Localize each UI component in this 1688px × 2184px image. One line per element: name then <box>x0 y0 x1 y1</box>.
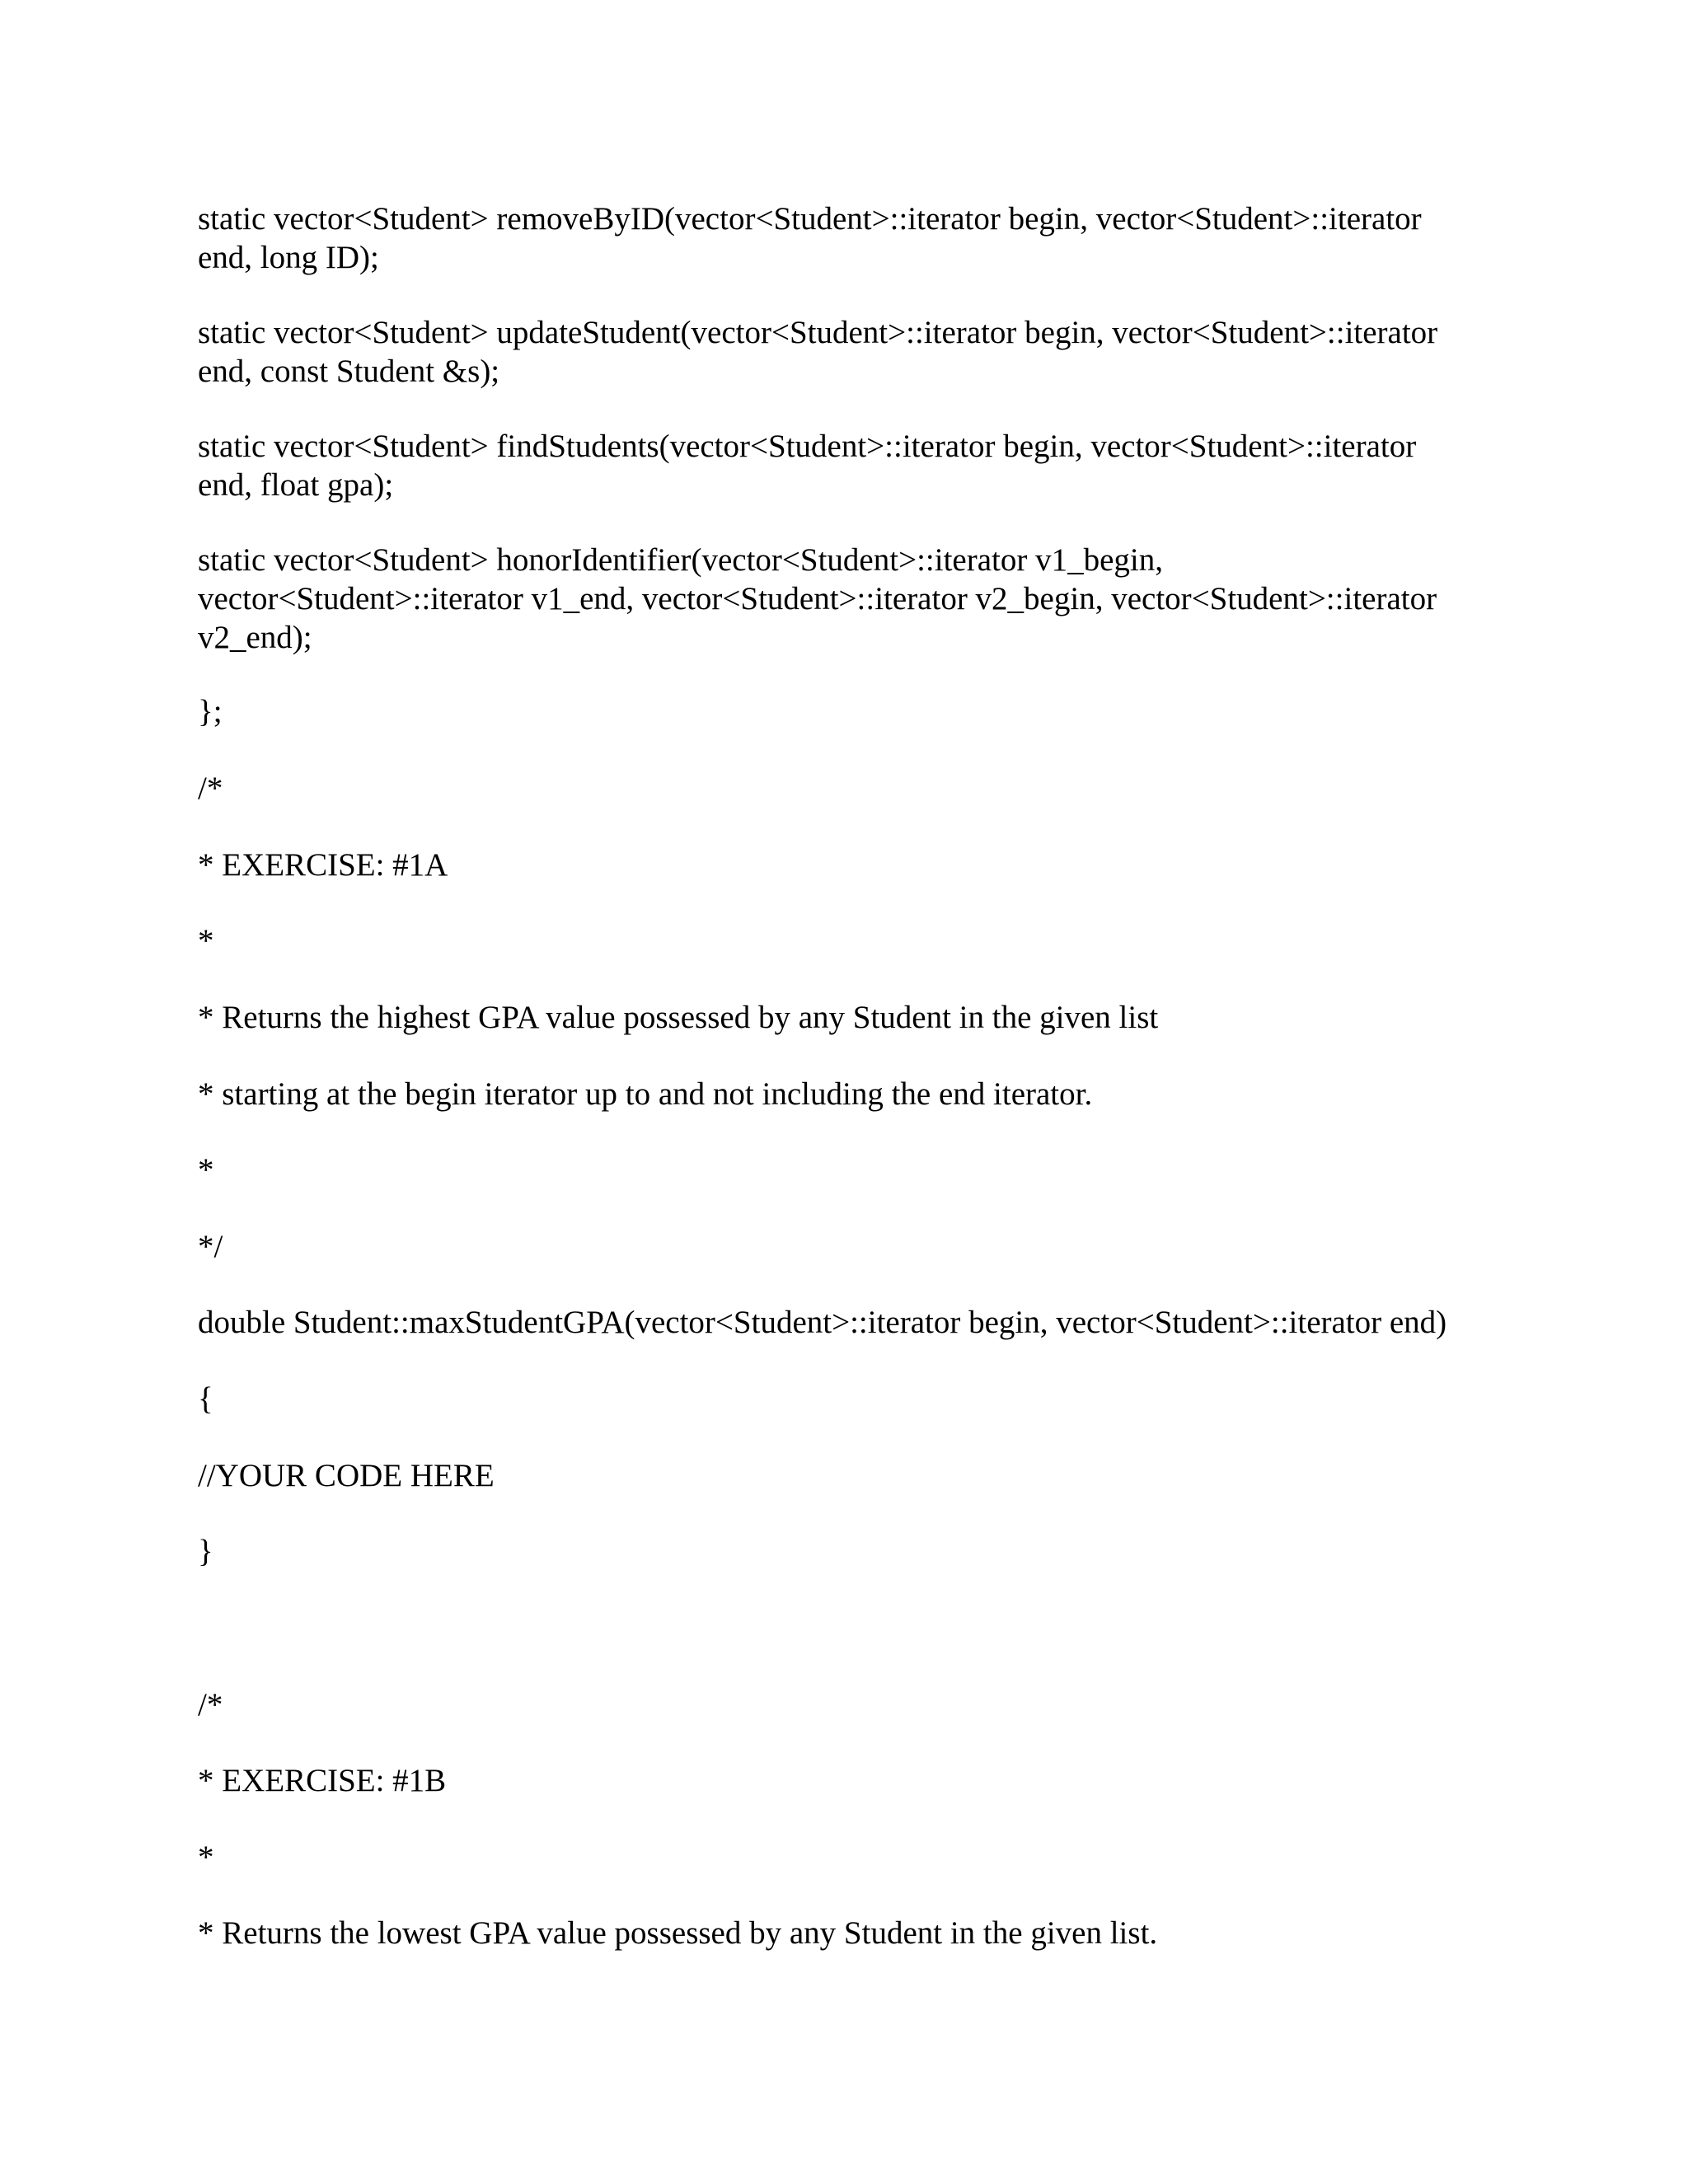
decl-update-student-line-2: end, const Student &s); <box>198 354 500 389</box>
decl-remove-by-id-line-2: end, long ID); <box>198 240 379 275</box>
decl-honor-identifier-line-3: v2_end); <box>198 620 312 655</box>
max-student-gpa-signature: double Student::maxStudentGPA(vector<Student>::iterator begin, vector<Student>::iterator end) <box>198 1305 1447 1340</box>
decl-honor-identifier-line-2: vector<Student>::iterator v1_end, vector<Student>::iterator v2_begin, vector<Student>::iterator <box>198 581 1437 616</box>
your-code-here-comment: //YOUR CODE HERE <box>198 1458 495 1493</box>
exercise-1a-desc-line-2: * starting at the begin iterator up to and not including the end iterator. <box>198 1076 1093 1112</box>
decl-find-students-line-1: static vector<Student> findStudents(vector<Student>::iterator begin, vector<Student>::iterator <box>198 429 1417 464</box>
comment-open-1b: /* <box>198 1687 223 1722</box>
comment-open-1a: /* <box>198 771 223 806</box>
comment-star-line: * <box>198 1840 214 1875</box>
exercise-1b-title: * EXERCISE: #1B <box>198 1763 447 1798</box>
comment-star-line: * <box>198 923 214 958</box>
comment-star-line: * <box>198 1152 214 1188</box>
comment-close-1a: */ <box>198 1229 223 1264</box>
class-close-brace: }; <box>198 694 223 729</box>
function-open-brace: { <box>198 1381 213 1417</box>
decl-remove-by-id-line-1: static vector<Student> removeByID(vector<Student>::iterator begin, vector<Student>::iterator <box>198 201 1422 237</box>
exercise-1b-desc-line-1: * Returns the lowest GPA value possessed by any Student in the given list. <box>198 1915 1158 1951</box>
exercise-1a-title: * EXERCISE: #1A <box>198 847 448 883</box>
function-close-brace: } <box>198 1534 213 1569</box>
decl-update-student-line-1: static vector<Student> updateStudent(vector<Student>::iterator begin, vector<Student>::iterator <box>198 315 1438 350</box>
decl-honor-identifier-line-1: static vector<Student> honorIdentifier(vector<Student>::iterator v1_begin, <box>198 542 1163 578</box>
decl-find-students-line-2: end, float gpa); <box>198 467 394 503</box>
exercise-1a-desc-line-1: * Returns the highest GPA value possessed by any Student in the given list <box>198 1000 1159 1035</box>
